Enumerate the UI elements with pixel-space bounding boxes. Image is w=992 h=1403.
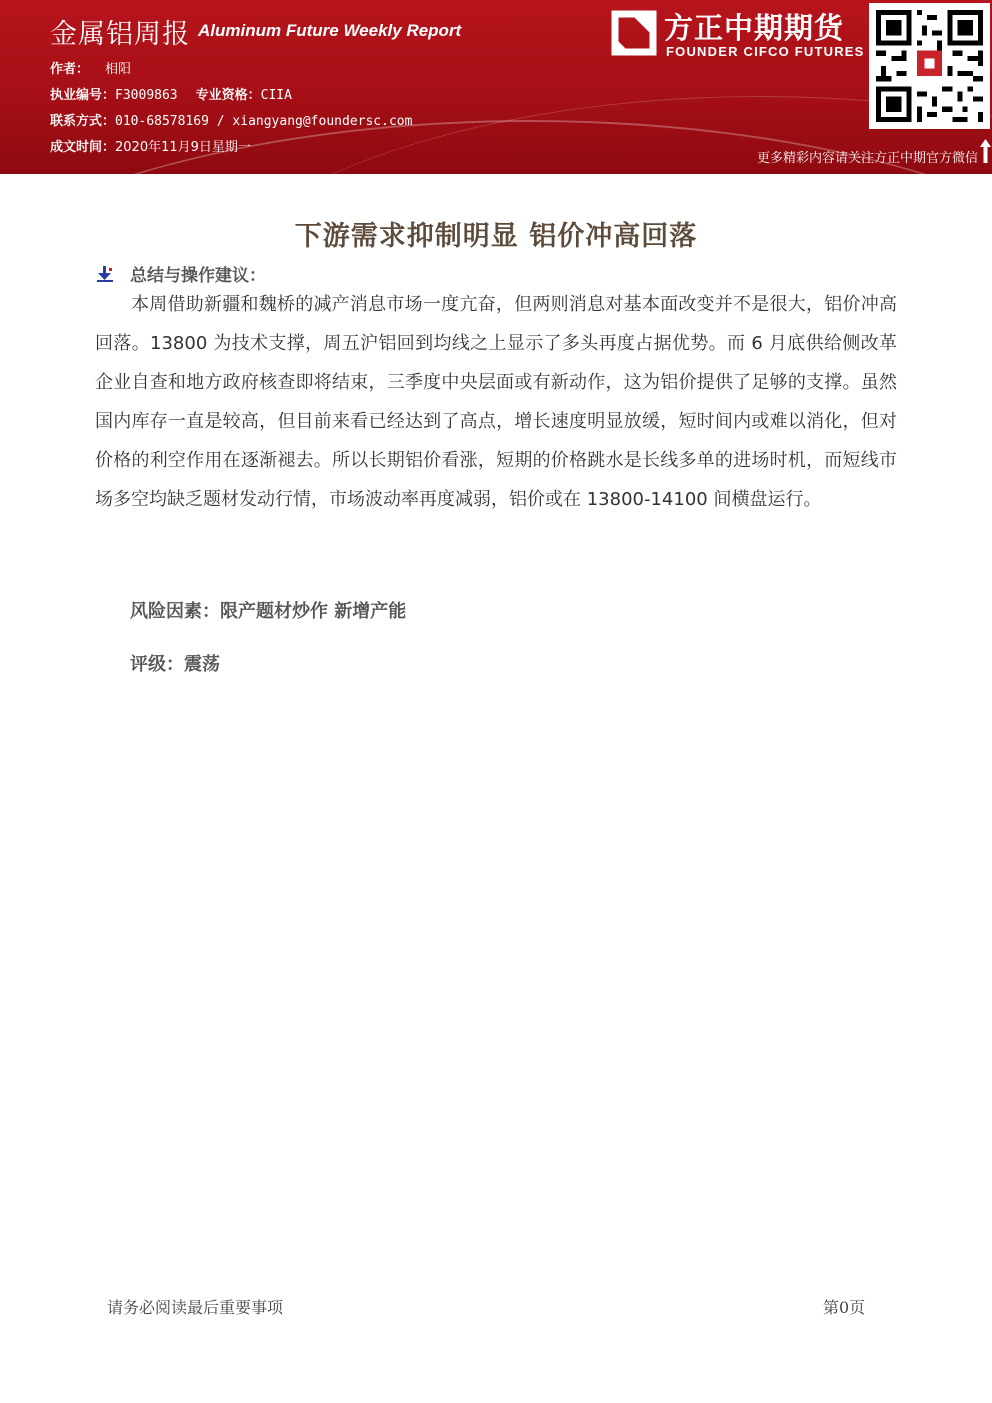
qualification-label: 专业资格：: [195, 88, 261, 103]
author-label: 作者：: [50, 62, 90, 77]
report-header-banner: [0, 0, 992, 174]
section-heading: [96, 261, 266, 286]
date-label: 成文时间：: [50, 140, 116, 155]
up-arrow-icon: [979, 138, 992, 164]
rating: 评级：震荡: [130, 654, 220, 675]
qualification-value: CIIA: [260, 88, 292, 103]
author-name: 相阳: [105, 62, 132, 77]
bullet-arrow-icon: [96, 265, 114, 283]
report-title-cn: 金属铝周报: [50, 19, 190, 50]
contact-line: [50, 110, 412, 129]
qr-code-icon: [876, 10, 983, 122]
author-line: [50, 58, 131, 77]
page-number: 第0页: [823, 1298, 866, 1317]
license-number: F3009863: [115, 88, 178, 103]
risk-factors: 风险因素：限产题材炒作 新增产能: [130, 601, 407, 622]
date-value: 2020年11月9日星期一: [115, 140, 251, 155]
contact-value: 010-68578169 / xiangyang@foundersc.com: [115, 114, 413, 129]
wechat-follow-note: 更多精彩内容请关注方正中期官方微信: [756, 151, 978, 166]
wechat-qr-code: [869, 3, 990, 129]
summary-paragraph: 本周借助新疆和魏桥的减产消息市场一度亢奋，但两则消息对基本面改变并不是很大，铝价冲高回落。13800 为技术支撑，周五沪铝回到均线之上显示了多头再度占据优势。而 6 月底供给侧改革企业自查和地方政府核查即将结束，三季度中央层面或有新动作，这为铝价提供了足够的支撑。虽然国内库存一直是较高，但目前来看已经达到了高点，增长速度明显放缓，短时间内或难以消化，但对价格的利空作用在逐渐褪去。所以长期铝价看涨，短期的价格跳水是长线多单的进场时机，而短线市场多空均缺乏题材发动行情，市场波动率再度减弱，铝价或在 13800-14100 间横盘运行。: [95, 294, 897, 510]
license-label: 执业编号：: [50, 88, 116, 103]
contact-label: 联系方式：: [50, 114, 116, 129]
license-line: [50, 84, 292, 103]
article-title: 下游需求抑制明显 铝价冲高回落: [294, 221, 698, 252]
section-heading-text: 总结与操作建议：: [130, 266, 266, 286]
date-line: [50, 136, 251, 155]
footer-notice: 请务必阅读最后重要事项: [107, 1298, 284, 1317]
report-title-en: Aluminum Future Weekly Report: [198, 21, 462, 40]
company-name-cn: 方正中期期货: [664, 11, 845, 45]
company-logo-icon: [609, 10, 657, 58]
company-name-en: FOUNDER CIFCO FUTURES: [666, 44, 865, 59]
